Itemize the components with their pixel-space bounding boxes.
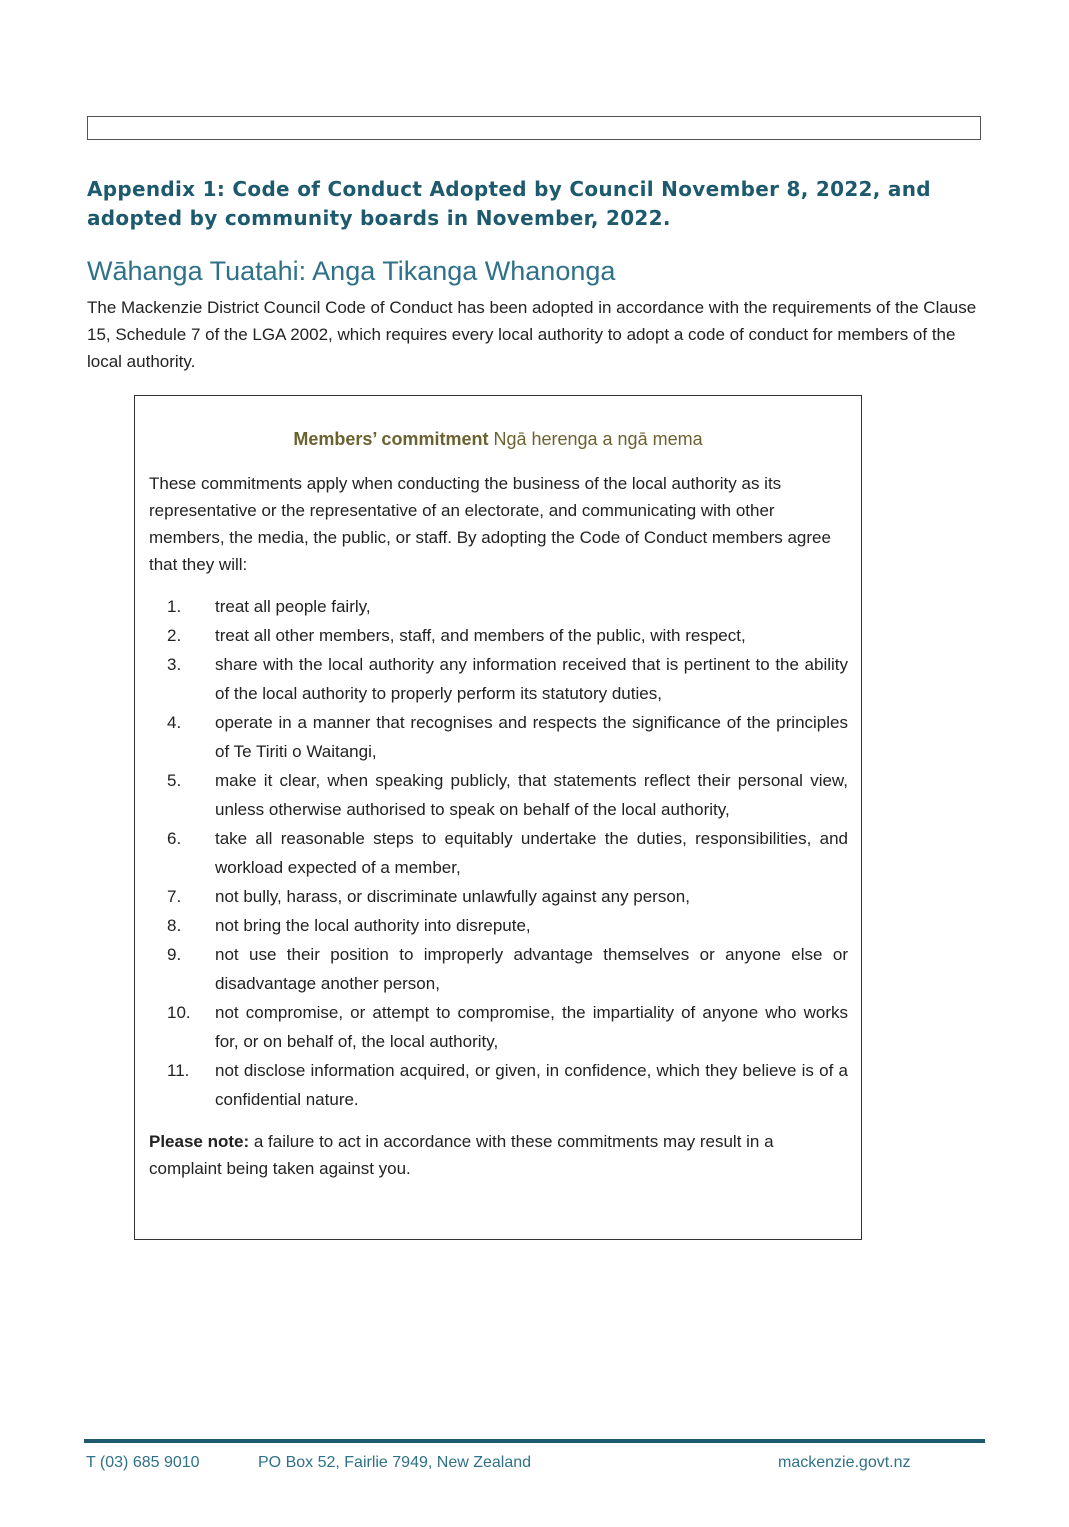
commitment-item-number: 11. [167, 1061, 190, 1080]
commitment-heading-english: Members’ commitment [293, 429, 489, 449]
appendix-title-line-1: Appendix 1: Code of Conduct Adopted by Council November 8, 2022, and [87, 177, 931, 201]
commitment-item [149, 824, 848, 882]
commitment-item-number: 8. [167, 916, 182, 935]
commitment-item-number: 10. [167, 1003, 191, 1022]
commitment-list [149, 592, 848, 1114]
commitment-item [149, 766, 848, 824]
members-commitment-box [134, 395, 862, 1240]
commitment-item [149, 1056, 848, 1114]
header-empty-box [87, 116, 981, 140]
commitment-item-text: not bring the local authority into disrepute, [215, 916, 531, 935]
section-heading: Wāhanga Tuatahi: Anga Tikanga Whanonga [87, 256, 616, 286]
commitment-item-text: not disclose information acquired, or given, in confidence, which they believe is of a confidential nature. [215, 1061, 848, 1109]
commitment-item-number: 4. [167, 713, 182, 732]
commitment-item [149, 708, 848, 766]
commitment-item [149, 911, 848, 940]
commitment-item-number: 9. [167, 945, 182, 964]
appendix-title-line-2: adopted by community boards in November, 2022. [87, 206, 671, 230]
commitment-heading-maori: Ngā herenga a ngā mema [488, 429, 703, 449]
footer-website[interactable]: mackenzie.govt.nz [778, 1454, 911, 1471]
intro-paragraph: The Mackenzie District Council Code of Conduct has been adopted in accordance with the requirements of the Clause 15, Schedule 7 of the LGA 2002, which requires every local authority to adopt a code of conduct for members of the local authority. [87, 298, 977, 371]
commitment-item-text: treat all other members, staff, and members of the public, with respect, [215, 626, 746, 645]
commitment-item-number: 5. [167, 771, 182, 790]
commitment-item [149, 592, 848, 621]
commitment-item-number: 1. [167, 597, 182, 616]
appendix-title [87, 175, 967, 233]
commitment-item-text: share with the local authority any information received that is pertinent to the ability of the local authority to properly perform its statutory duties, [215, 655, 848, 703]
commitment-item-text: not compromise, or attempt to compromise, the impartiality of anyone who works for, or on behalf of, the local authority, [215, 1003, 848, 1051]
please-note [149, 1128, 849, 1182]
commitment-item [149, 621, 848, 650]
commitment-item-number: 6. [167, 829, 182, 848]
commitment-item [149, 650, 848, 708]
commitment-item-text: not use their position to improperly advantage themselves or anyone else or disadvantage another person, [215, 945, 848, 993]
commitment-item-text: not bully, harass, or discriminate unlawfully against any person, [215, 887, 690, 906]
commitment-item-text: operate in a manner that recognises and respects the significance of the principles of Te Tiriti o Waitangi, [215, 713, 848, 761]
commitment-heading [135, 429, 861, 450]
commitment-item-text: make it clear, when speaking publicly, that statements reflect their personal view, unless otherwise authorised to speak on behalf of the local authority, [215, 771, 848, 819]
footer-phone: T (03) 685 9010 [86, 1454, 200, 1471]
commitment-item [149, 998, 848, 1056]
footer-address: PO Box 52, Fairlie 7949, New Zealand [258, 1454, 532, 1471]
commitment-item [149, 882, 848, 911]
commitment-item-number: 7. [167, 887, 182, 906]
footer-rule [84, 1439, 985, 1443]
commitment-item-number: 2. [167, 626, 182, 645]
please-note-label: Please note: [149, 1132, 250, 1151]
commitment-item-text: treat all people fairly, [215, 597, 371, 616]
commitment-intro: These commitments apply when conducting the business of the local authority as its representative or the representative of an electorate, and communicating with other members, the media, the public, or staff. By adopting the Code of Conduct members agree that they will: [149, 474, 831, 574]
commitment-item [149, 940, 848, 998]
please-note-text: a failure to act in accordance with these commitments may result in a complaint being taken against you. [149, 1132, 774, 1178]
commitment-item-number: 3. [167, 655, 182, 674]
commitment-item-text: take all reasonable steps to equitably undertake the duties, responsibilities, and workload expected of a member, [215, 829, 848, 877]
